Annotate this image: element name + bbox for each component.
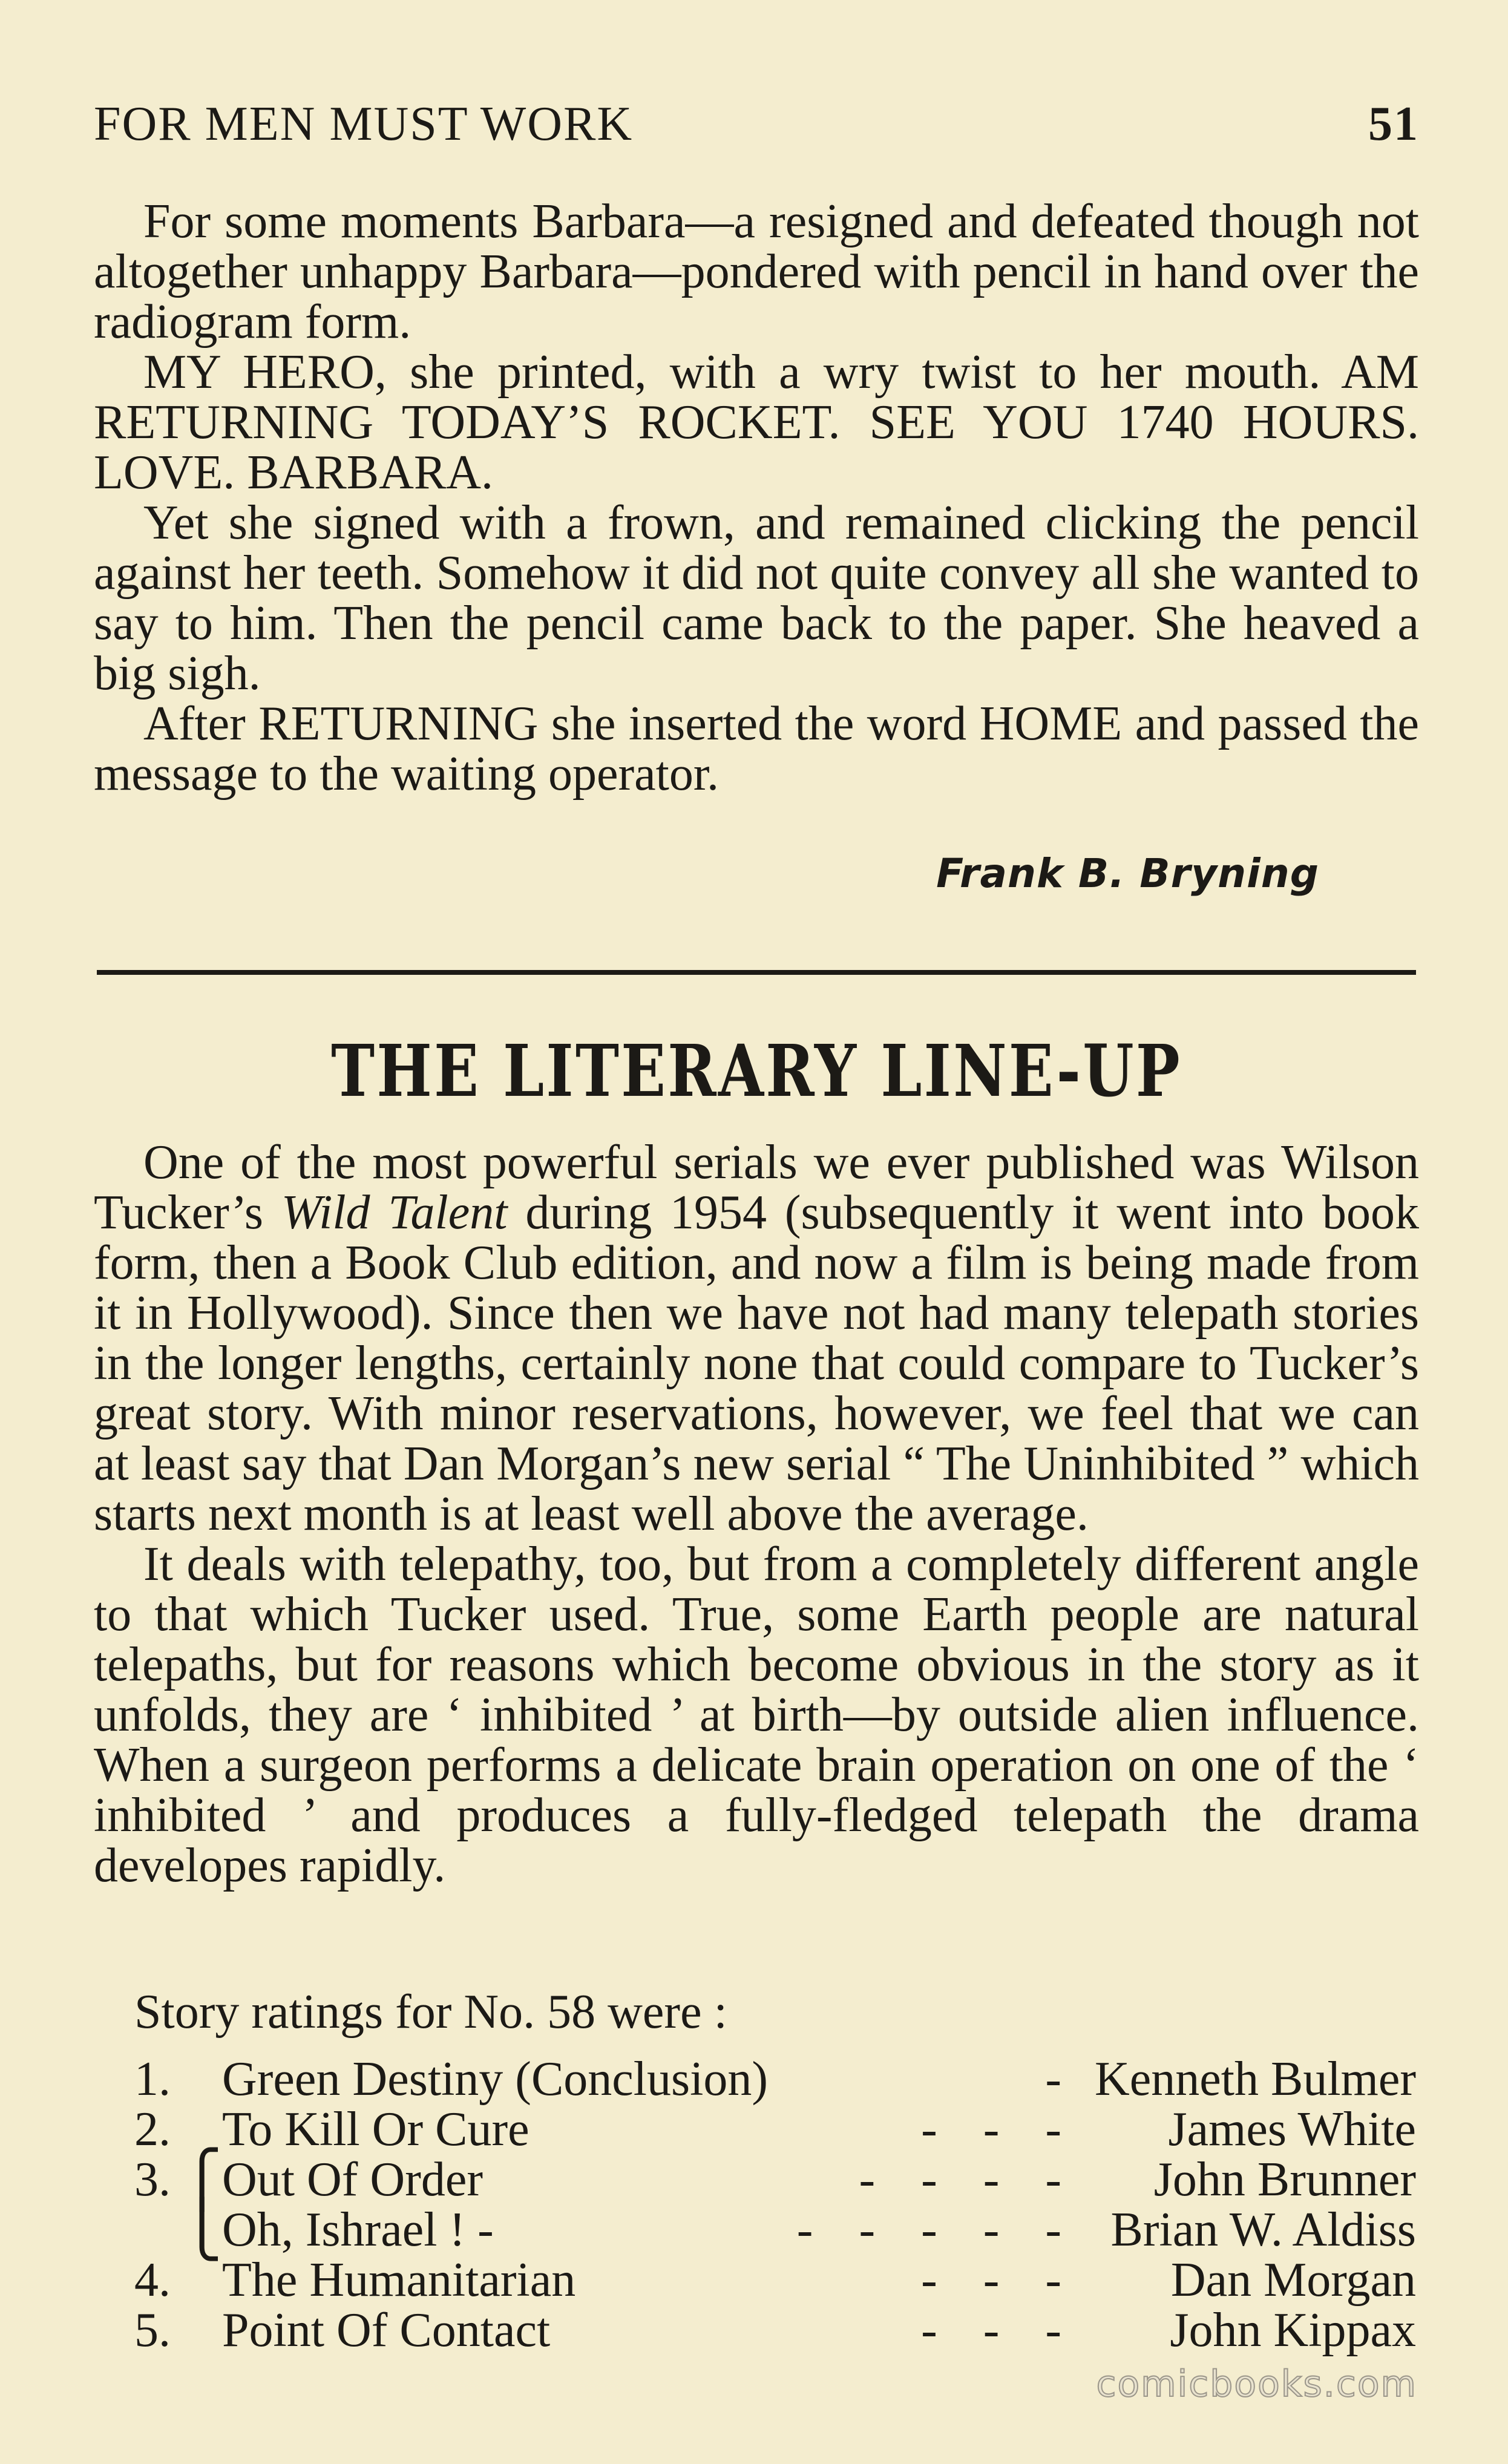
page-number: 51 <box>1368 97 1419 151</box>
serial-title-italic: Wild Talent <box>281 1186 508 1239</box>
rating-author: Dan Morgan <box>1170 2253 1416 2307</box>
story-paragraph: After RETURNING she inserted the word HOME and passed the message to the waiting operator. <box>94 697 1419 801</box>
lineup-p1-end: during 1954 (subsequently it went into book form, then a Book Club edition, and now a film is being made from it in Hollywood). Since then we have not had many telepath stories in the longer lengths, certainly none that could compare to Tucker’s great story. With minor reservations, however, we feel that we can at least say that Dan Morgan’s new serial “ The Uninhibited ” which starts next month is at least well above the average. <box>94 1186 1419 1541</box>
rating-story: Point Of Contact <box>222 2304 551 2357</box>
section-divider-rule <box>97 970 1416 975</box>
rating-dashes: - - - - - <box>796 2203 1078 2256</box>
lineup-paragraph-2: It deals with telepathy, too, but from a completely different angle to that which Tucker used. True, some Earth people are natural telepaths, but for reasons which become obvious in the story as it unfolds, they are ‘ inhibited ’ at birth—by outside alien influence. When a surgeon performs a delicate brain operation on one of the ‘ inhibited ’ and produces a fully-fledged telepath the drama developes rapidly. <box>94 1538 1419 1892</box>
rating-rank: 5. <box>134 2304 171 2357</box>
rating-story: The Humanitarian <box>222 2253 576 2307</box>
rating-row <box>134 2255 1416 2305</box>
rating-author: John Kippax <box>1170 2304 1416 2357</box>
rating-dashes: - <box>1045 2053 1078 2106</box>
section-title: THE LITERARY LINE-UP <box>331 1029 1182 1113</box>
rating-story: Oh, Ishrael ! - <box>222 2203 494 2256</box>
rating-dashes: - - - <box>921 2253 1078 2307</box>
story-paragraph: For some moments Barbara—a resigned and defeated though not altogether unhappy Barbara—pondered with pencil in hand over the radiogram form. <box>94 195 1419 349</box>
story-ending-text <box>94 197 1419 799</box>
lineup-paragraph-1 <box>94 1138 1419 1539</box>
rating-author: Kenneth Bulmer <box>1095 2053 1416 2106</box>
rating-rank: 2. <box>134 2103 171 2156</box>
ratings-intro: Story ratings for No. 58 were : <box>134 1985 727 2039</box>
rating-dashes: - - - <box>921 2304 1078 2357</box>
rating-row <box>134 2054 1416 2105</box>
rating-author: Brian W. Aldiss <box>1110 2203 1416 2256</box>
rating-dashes: - - - - <box>859 2153 1078 2206</box>
lineup-p1-start: One of the most powerful serials we ever published was Wilson Tucker’s <box>94 1136 1419 1239</box>
rating-row <box>134 2305 1416 2356</box>
rating-rank: 4. <box>134 2253 171 2307</box>
rating-row <box>134 2105 1416 2155</box>
tie-brace-top: ⎧ <box>182 2150 223 2210</box>
story-paragraph: Yet she signed with a frown, and remained clicking the pencil against her teeth. Somehow it did not quite convey all she wanted to say to him. Then the pencil came back to the paper. She heaved a big sigh. <box>94 496 1419 700</box>
rating-story: To Kill Or Cure <box>222 2103 529 2156</box>
running-head <box>94 97 1419 157</box>
rating-rank: 1. <box>134 2053 171 2106</box>
rating-row <box>134 2150 1416 2210</box>
rating-story: Out Of Order <box>222 2153 483 2206</box>
story-paragraph: MY HERO, she printed, with a wry twist to her mouth. AM RETURNING TODAY’S ROCKET. SEE YOU 1740 HOURS. LOVE. BARBARA. <box>94 346 1419 499</box>
running-head-title: FOR MEN MUST WORK <box>94 97 634 151</box>
story-author-signature: Frank B. Bryning <box>936 850 1319 897</box>
ratings-list <box>134 2054 1416 2356</box>
rating-story: Green Destiny (Conclusion) <box>222 2053 769 2106</box>
rating-rank: 3. <box>134 2153 171 2206</box>
watermark: comicbooks.com <box>1096 2363 1417 2405</box>
rating-dashes: - - - <box>921 2103 1078 2156</box>
rating-row <box>134 2200 1416 2260</box>
rating-author: James White <box>1168 2103 1416 2156</box>
lineup-text <box>94 1138 1419 1891</box>
tie-brace-bottom: ⎩ <box>182 2200 223 2260</box>
rating-author: John Brunner <box>1153 2153 1416 2206</box>
